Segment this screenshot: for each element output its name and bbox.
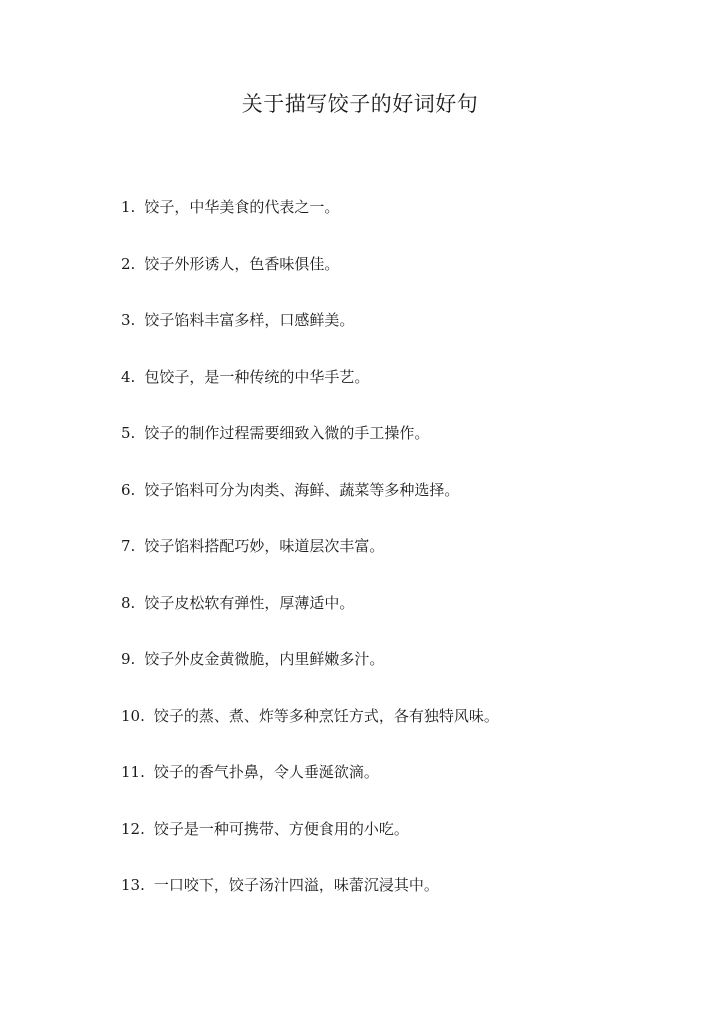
item-number: 13. (121, 876, 145, 894)
item-number: 10. (121, 706, 145, 725)
item-text: 饺子馅料丰富多样，口感鲜美。 (144, 311, 355, 329)
item-number: 4. (121, 367, 136, 386)
item-text: 饺子馅料可分为肉类、海鲜、蔬菜等多种选择。 (144, 480, 460, 499)
item-text: 饺子的蒸、煮、炸等多种烹饪方式，各有独特风味。 (153, 706, 499, 725)
list-item (121, 479, 499, 536)
item-text: 一口咬下，饺子汤汁四溢，味蕾沉浸其中。 (153, 876, 439, 894)
item-text: 饺子的制作过程需要细致入微的手工操作。 (144, 424, 430, 442)
item-text: 饺子外形诱人，色香味俱佳。 (144, 254, 340, 273)
list-item (121, 535, 499, 592)
item-text: 饺子的香气扑鼻，令人垂涎欲滴。 (153, 763, 379, 781)
item-number: 12. (121, 819, 145, 838)
item-text: 饺子，中华美食的代表之一。 (144, 198, 340, 216)
item-number: 3. (121, 311, 136, 329)
item-text: 饺子皮松软有弹性，厚薄适中。 (144, 593, 355, 612)
page-title: 关于描写饺子的好词好句 (241, 92, 479, 116)
item-text: 饺子馅料搭配巧妙，味道层次丰富。 (144, 537, 385, 555)
list-item (121, 253, 499, 310)
item-number: 5. (121, 424, 136, 442)
item-number: 7. (121, 537, 136, 555)
list-item (121, 196, 499, 253)
list-item (121, 761, 499, 818)
list-item (121, 874, 499, 931)
list-item (121, 648, 499, 705)
list-item (121, 705, 499, 762)
item-number: 6. (121, 480, 136, 499)
item-number: 1. (121, 198, 136, 216)
item-text: 包饺子，是一种传统的中华手艺。 (144, 367, 370, 386)
item-text: 饺子是一种可携带、方便食用的小吃。 (153, 819, 409, 838)
list-item (121, 422, 499, 479)
item-number: 8. (121, 593, 136, 612)
phrase-list (121, 196, 499, 931)
item-text: 饺子外皮金黄微脆，内里鲜嫩多汁。 (144, 650, 385, 668)
list-item (121, 818, 499, 875)
item-number: 9. (121, 650, 136, 668)
item-number: 2. (121, 254, 136, 273)
list-item (121, 309, 499, 366)
list-item (121, 592, 499, 649)
list-item (121, 366, 499, 423)
item-number: 11. (121, 763, 145, 781)
